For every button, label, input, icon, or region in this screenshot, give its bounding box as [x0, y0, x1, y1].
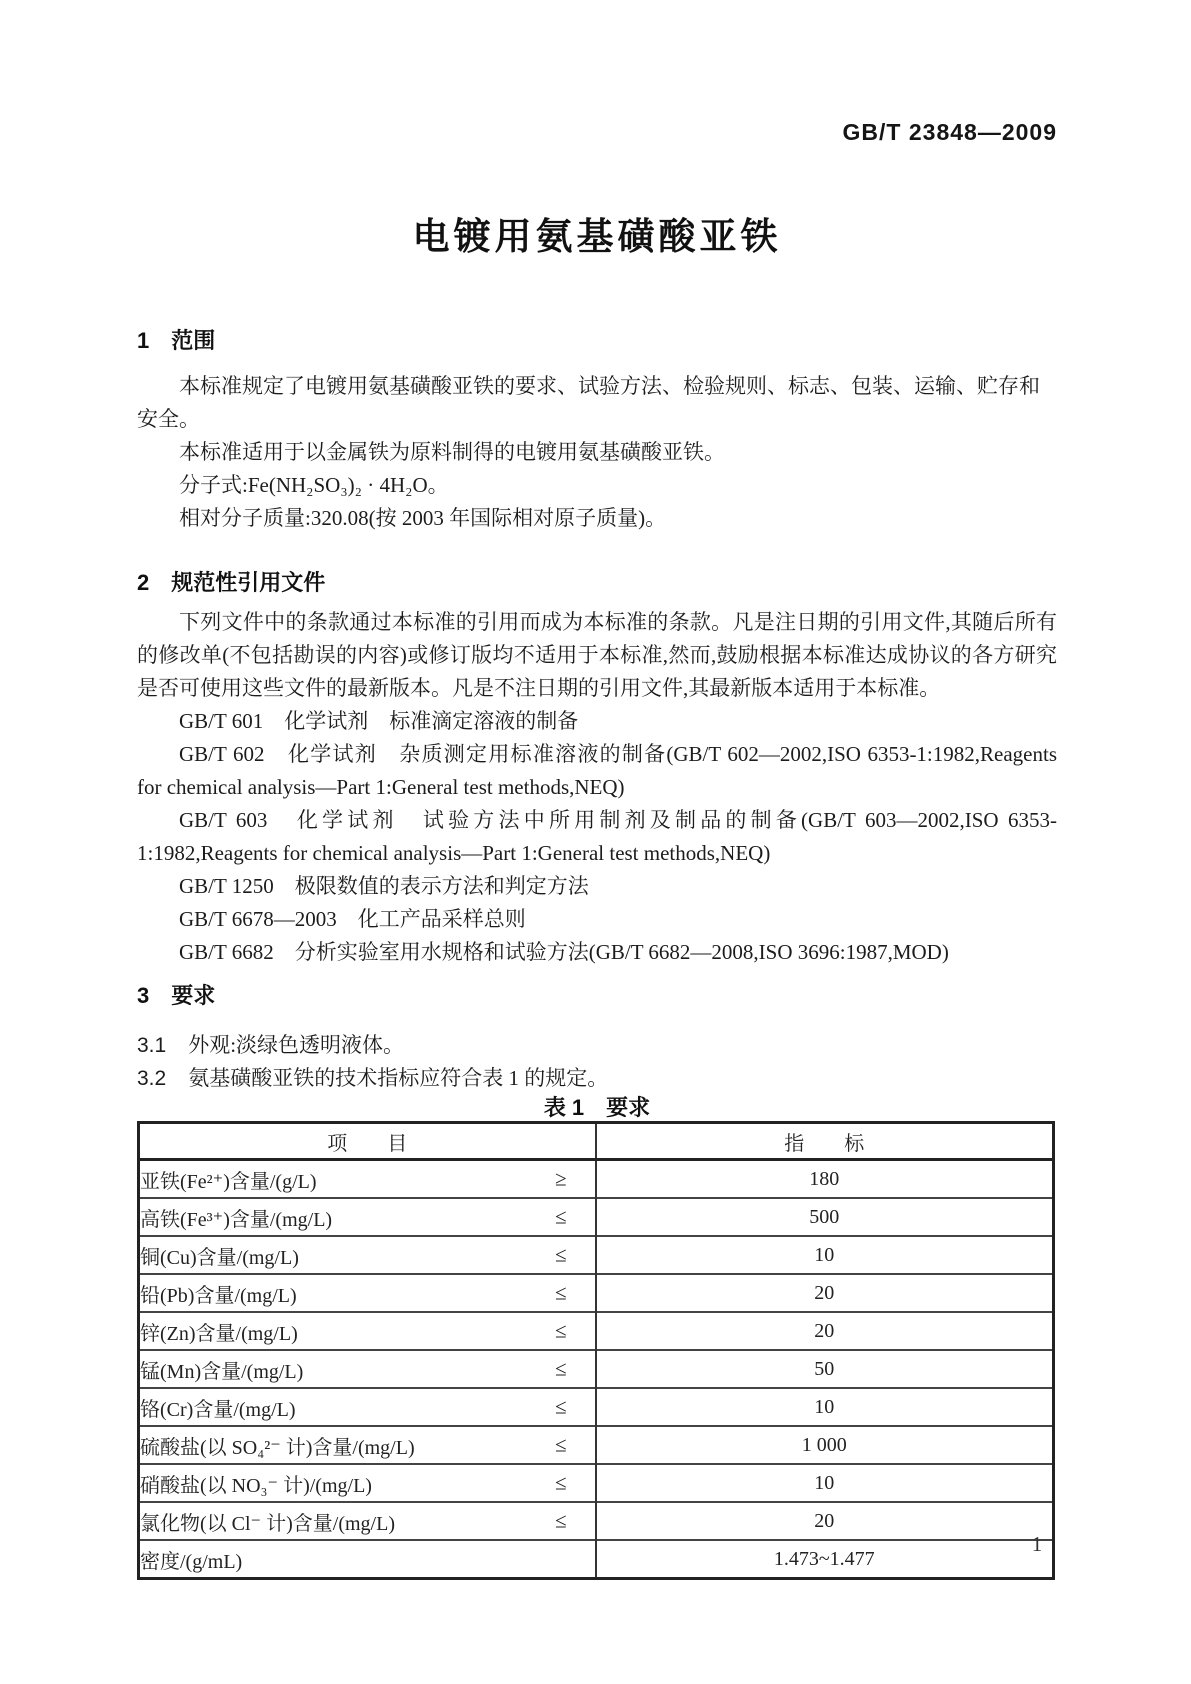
reference-item: GB/T 6678—2003 化工产品采样总则 — [179, 907, 526, 931]
item-label: 铬(Cr)含量/(mg/L) — [140, 1398, 296, 1421]
comparator-symbol: ≤ — [554, 1432, 567, 1457]
item-label: 密度/(g/mL) — [140, 1550, 243, 1573]
comparator-symbol: ≤ — [554, 1280, 567, 1305]
clause-3-1-number: 3.1 — [137, 1034, 167, 1057]
item-value: 20 — [596, 1274, 1054, 1312]
item-label: 高铁(Fe³⁺)含量/(mg/L) — [140, 1208, 333, 1231]
scope-paragraph: 本标准规定了电镀用氨基磺酸亚铁的要求、试验方法、检验规则、标志、包装、运输、贮存和安全。 — [137, 374, 1040, 431]
table-row — [139, 1502, 1054, 1540]
standard-code: GB/T 23848—2009 — [842, 119, 1057, 145]
comparator-symbol: ≤ — [554, 1204, 567, 1229]
reference-item: GB/T 602 化学试剂 杂质测定用标准溶液的制备(GB/T 602—2002,ISO 6353-1:1982,Reagents for chemical analysis—Part 1:General test methods,NEQ) — [137, 742, 1057, 799]
comparator-symbol: ≤ — [554, 1242, 567, 1267]
clause-3-2 — [137, 1062, 1057, 1095]
clause-3-1-text: 外观:淡绿色透明液体。 — [188, 1033, 405, 1057]
column-header-item: 项 目 — [139, 1123, 596, 1160]
normative-references-intro: 下列文件中的条款通过本标准的引用而成为本标准的条款。凡是注日期的引用文件,其随后所有的修改单(不包括勘误的内容)或修订版均不适用于本标准,然而,鼓励根据本标准达成协议的各方研究是否可使用这些文件的最新版本。凡是不注日期的引用文件,其最新版本适用于本标准。 — [137, 610, 1057, 700]
section-3-number: 3 — [137, 983, 150, 1008]
item-value: 50 — [596, 1350, 1054, 1388]
molecular-formula: 分子式:Fe(NH₂SO₃)₂ · 4H₂O。 — [179, 473, 449, 497]
column-header-value: 指 标 — [596, 1123, 1054, 1160]
page-number: 1 — [1031, 1532, 1043, 1556]
item-label: 氯化物(以 Cl⁻ 计)含量/(mg/L) — [140, 1512, 395, 1535]
table-row — [139, 1388, 1054, 1426]
document-title: 电镀用氨基磺酸亚铁 — [412, 216, 782, 257]
section-1-title: 范围 — [171, 328, 216, 353]
page-content — [137, 0, 1057, 1580]
item-value: 1.473~1.477 — [596, 1540, 1054, 1579]
item-value: 1 000 — [596, 1426, 1054, 1464]
table-row — [139, 1350, 1054, 1388]
requirements-table — [137, 1121, 1055, 1580]
item-value: 10 — [596, 1464, 1054, 1502]
item-value: 10 — [596, 1236, 1054, 1274]
reference-item: GB/T 1250 极限数值的表示方法和判定方法 — [179, 874, 589, 898]
table-row — [139, 1312, 1054, 1350]
comparator-symbol: ≤ — [554, 1394, 567, 1419]
scope-paragraph: 本标准适用于以金属铁为原料制得的电镀用氨基磺酸亚铁。 — [179, 440, 725, 464]
molecular-mass: 相对分子质量:320.08(按 2003 年国际相对原子质量)。 — [179, 506, 667, 530]
clause-3-2-number: 3.2 — [137, 1067, 167, 1090]
section-3-body — [137, 1029, 1057, 1095]
item-label: 锰(Mn)含量/(mg/L) — [140, 1360, 304, 1383]
item-value: 180 — [809, 1167, 840, 1190]
reference-item: GB/T 6682 分析实验室用水规格和试验方法(GB/T 6682—2008,ISO 3696:1987,MOD) — [179, 940, 949, 964]
comparator-symbol: ≤ — [554, 1470, 567, 1495]
reference-item: GB/T 601 化学试剂 标准滴定溶液的制备 — [179, 709, 579, 733]
item-label: 铅(Pb)含量/(mg/L) — [140, 1284, 297, 1307]
table-header-row — [139, 1123, 1054, 1160]
table-row — [139, 1236, 1054, 1274]
table-row — [139, 1464, 1054, 1502]
section-1-heading — [137, 328, 1057, 354]
item-label: 铜(Cu)含量/(mg/L) — [140, 1246, 299, 1269]
normative-references-list — [137, 705, 1057, 969]
section-3-title: 要求 — [171, 983, 216, 1008]
item-label: 锌(Zn)含量/(mg/L) — [140, 1322, 298, 1345]
section-1-number: 1 — [137, 328, 150, 353]
reference-item: GB/T 603 化学试剂 试验方法中所用制剂及制品的制备(GB/T 603—2002,ISO 6353-1:1982,Reagents for chemical analysis—Part 1:General test methods,NEQ) — [137, 808, 1057, 865]
item-value: 20 — [596, 1312, 1054, 1350]
section-2-title: 规范性引用文件 — [171, 570, 326, 595]
section-3-heading — [137, 983, 1057, 1009]
table-row — [139, 1540, 1054, 1579]
clause-3-1 — [137, 1029, 1057, 1062]
comparator-symbol: ≤ — [554, 1508, 567, 1533]
comparator-symbol: ≤ — [554, 1356, 567, 1381]
comparator-symbol: ≥ — [554, 1166, 567, 1191]
item-value: 10 — [596, 1388, 1054, 1426]
item-label: 硝酸盐(以 NO₃⁻ 计)/(mg/L) — [140, 1474, 372, 1497]
section-2-number: 2 — [137, 570, 150, 595]
clause-3-2-text: 氨基磺酸亚铁的技术指标应符合表 1 的规定。 — [188, 1066, 609, 1090]
section-1-body — [137, 370, 1057, 535]
table-row — [139, 1274, 1054, 1312]
item-label: 亚铁(Fe²⁺)含量/(g/L) — [140, 1170, 317, 1193]
item-label: 硫酸盐(以 SO₄²⁻ 计)含量/(mg/L) — [140, 1436, 415, 1459]
comparator-symbol: ≤ — [554, 1318, 567, 1343]
table-1-caption: 表 1 要求 — [543, 1095, 651, 1120]
table-row — [139, 1160, 1054, 1199]
item-value: 500 — [596, 1198, 1054, 1236]
item-value: 20 — [596, 1502, 1054, 1540]
section-2-heading — [137, 570, 1057, 596]
table-row — [139, 1198, 1054, 1236]
table-row — [139, 1426, 1054, 1464]
